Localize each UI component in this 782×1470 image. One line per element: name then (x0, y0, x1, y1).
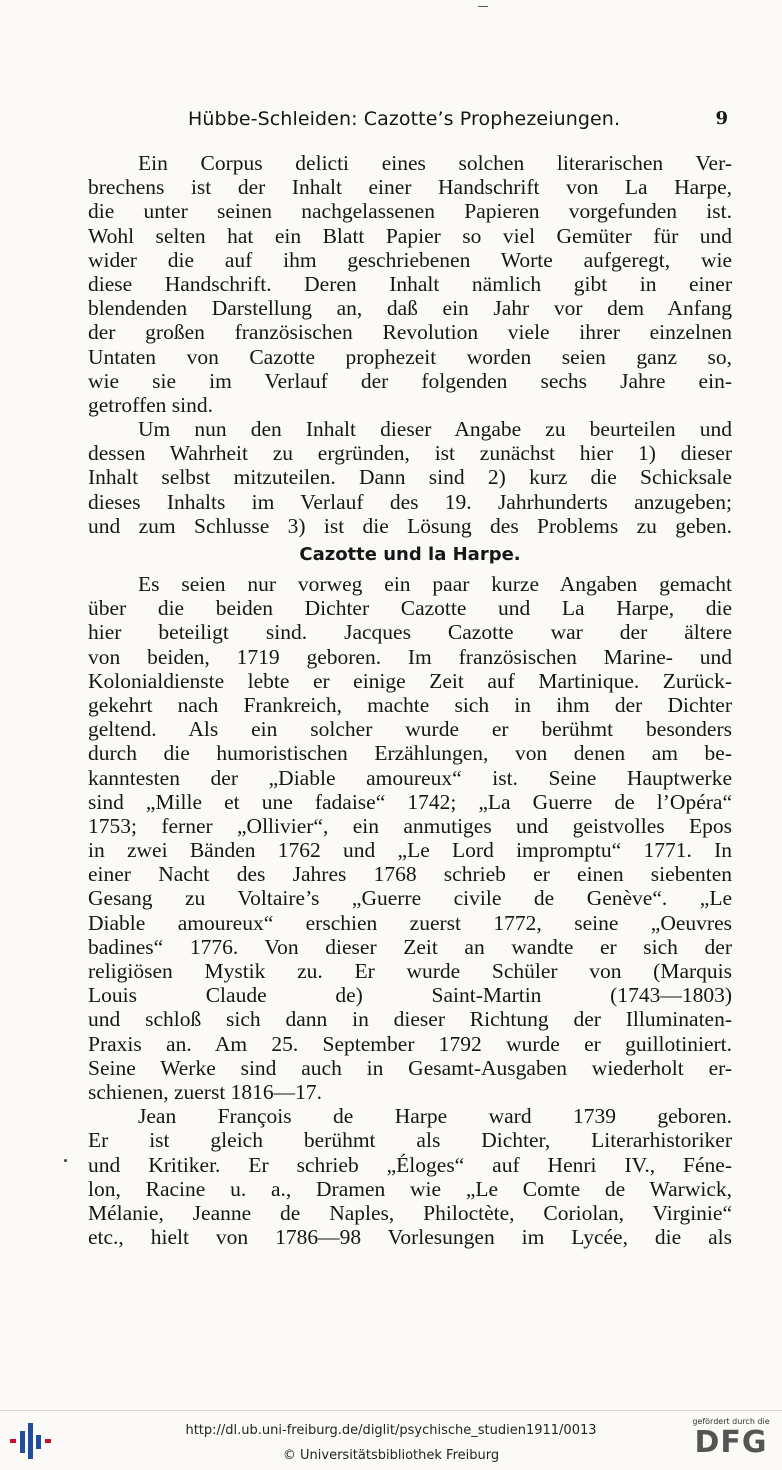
text-line: Untaten von Cazotte prophezeit worden seien ganz so, (88, 344, 732, 369)
text-line: dieses Inhalts im Verlauf des 19. Jahrhunderts anzugeben; (88, 489, 732, 514)
text-line: kanntesten der „Diable amoureux“ ist. Seine Hauptwerke (88, 765, 732, 790)
text-line: in zwei Bänden 1762 und „Le Lord impromptu“ 1771. In (88, 838, 732, 863)
text-line: schienen, zuerst 1816—17. (88, 1079, 323, 1104)
text-line: Er ist gleich berühmt als Dichter, Literarhistoriker (88, 1128, 732, 1153)
text-line: Kolonialdienste lebte er einige Zeit auf Martinique. Zurück- (88, 668, 732, 693)
viewer-footer (0, 1410, 782, 1470)
text-line: dessen Wahrheit zu ergründen, ist zunächst hier 1) dieser (88, 441, 732, 466)
permalink-url[interactable]: http://dl.ub.uni-freiburg.de/diglit/psychische_studien1911/0013 (185, 1423, 597, 1438)
text-line: Jean François de Harpe ward 1739 geboren. (138, 1104, 732, 1129)
margin-mark (64, 1159, 67, 1162)
section-heading: Cazotte und la Harpe. (299, 544, 521, 565)
text-line: Es seien nur vorweg ein paar kurze Angaben gemacht (138, 572, 732, 596)
text-line: badines“ 1776. Von dieser Zeit an wandte er sich der (88, 934, 732, 959)
dfg-logo-text: DFG (694, 1425, 768, 1460)
dfg-caption: gefördert durch die (692, 1417, 770, 1426)
text-line: Ein Corpus delicti eines solchen literarischen Ver- (138, 151, 732, 175)
text-line: von beiden, 1719 geboren. Im französischen Marine- und (88, 644, 732, 669)
page-number: 9 (715, 108, 728, 129)
text-line: der großen französischen Revolution viele ihrer einzelnen (88, 320, 732, 345)
header-title: Hübbe-Schleiden: Cazotte’s Prophezeiungen. (188, 108, 621, 130)
body-text (88, 151, 732, 1249)
text-line: Praxis an. Am 25. September 1792 wurde er guillotiniert. (88, 1031, 732, 1056)
text-line: Diable amoureux“ erschien zuerst 1772, seine „Oeuvres (88, 910, 732, 935)
text-line: Wohl selten hat ein Blatt Papier so viel Gemüter für und (88, 223, 732, 248)
text-line: blendenden Darstellung an, daß ein Jahr vor dem Anfang (88, 296, 732, 321)
running-header (88, 108, 732, 138)
copyright-text: © Universitätsbibliothek Freiburg (282, 1448, 500, 1463)
text-line: hier beteiligt sind. Jacques Cazotte war der ältere (88, 620, 732, 645)
text-line: lon, Racine u. a., Dramen wie „Le Comte de Warwick, (88, 1176, 732, 1201)
text-line: religiösen Mystik zu. Er wurde Schüler von (Marquis (88, 959, 732, 983)
text-line: Gesang zu Voltaire’s „Guerre civile de Genève“. „Le (88, 886, 732, 911)
text-line: geltend. Als ein solcher wurde er berühmt besonders (88, 717, 732, 742)
dfg-logo-icon[interactable] (690, 1417, 772, 1467)
text-line: und zum Schlusse 3) ist die Lösung des Problems zu geben. (88, 513, 732, 538)
text-line: wider die auf ihm geschriebenen Worte aufgeregt, wie (88, 247, 732, 272)
text-line: Um nun den Inhalt dieser Angabe zu beurteilen und (138, 417, 732, 442)
text-line: brechens ist der Inhalt einer Handschrift von La Harpe, (88, 175, 732, 200)
text-line: Louis Claude de) Saint-Martin (1743—1803) (88, 983, 732, 1008)
text-line: diese Handschrift. Deren Inhalt nämlich gibt in einer (88, 271, 732, 296)
text-line: 1753; ferner „Ollivier“, ein anmutiges und geistvolles Epos (88, 813, 732, 838)
text-line: sind „Mille et une fadaise“ 1742; „La Guerre de l’Opéra“ (88, 789, 732, 814)
text-line: und Kritiker. Er schrieb „Éloges“ auf Henri IV., Féne- (88, 1152, 732, 1177)
text-line: über die beiden Dichter Cazotte und La Harpe, die (88, 596, 732, 621)
text-line: getroffen sind. (88, 392, 213, 417)
text-line: etc., hielt von 1786—98 Vorlesungen im Lycée, die als (88, 1225, 732, 1250)
text-line: gekehrt nach Frankreich, machte sich in ihm der Dichter (88, 692, 732, 717)
text-line: einer Nacht des Jahres 1768 schrieb er einen siebenten (88, 862, 732, 887)
text-line: Mélanie, Jeanne de Naples, Philoctète, Coriolan, Virginie“ (88, 1200, 732, 1225)
text-line: die unter seinen nachgelassenen Papieren vorgefunden ist. (88, 199, 732, 224)
scan-mark (478, 6, 488, 7)
text-line: durch die humoristischen Erzählungen, von denen am be- (88, 741, 732, 766)
text-line: Inhalt selbst mitzuteilen. Dann sind 2) kurz die Schicksale (88, 465, 732, 490)
text-line: Seine Werke sind auch in Gesamt-Ausgaben wiederholt er- (88, 1055, 732, 1080)
text-line: und schloß sich dann in dieser Richtung der Illuminaten- (88, 1007, 732, 1032)
text-line: wie sie im Verlauf der folgenden sechs Jahre ein- (88, 368, 732, 393)
